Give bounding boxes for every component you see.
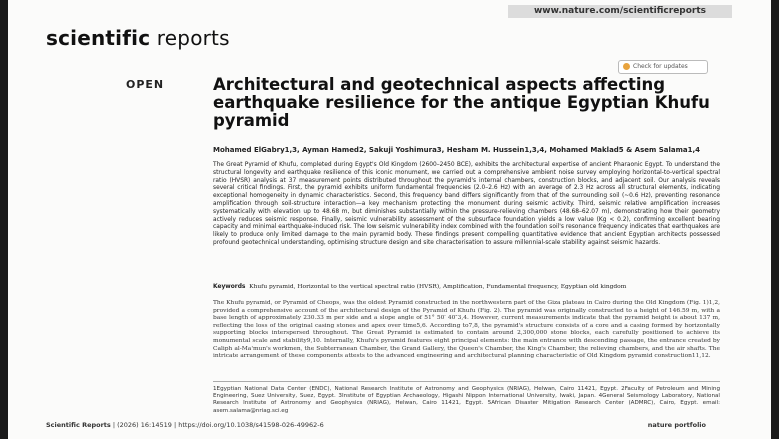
journal-logo[interactable] [46,26,230,50]
keywords [213,283,720,291]
keywords-label: Keywords [213,284,246,290]
open-access-label: OPEN [126,78,165,91]
check-for-updates-button[interactable] [618,60,708,74]
journal-name-rest: reports [150,26,230,50]
publisher-logo: nature portfolio [647,421,706,429]
keywords-text: Khufu pyramid, Horizontal to the vertical spectral ratio (HVSR), Amplification, Fundamental frequency, Egyptian old kingdom [249,284,627,290]
journal-name-bold: scientific [46,26,151,50]
page-footer [46,421,726,429]
affiliations: 1Egyptian National Data Center (ENDC), National Research Institute of Astronomy and Geophysics (NRIAG), Helwan, Cairo 11421, Egypt. 2Faculty of Petroleum and Mining Engineering, Suez University, Suez, Egypt. 3Institute of Egyptian Archaeology, Higashi Nippon International University, Iwaki, Japan. 4General Seismology Laboratory, National Research Institute of Astronomy and Geophysics (NRIAG), Helwan, Cairo 11421, Egypt. 5African Disaster Mitigation Research Center (ADMRC), Cairo, Egypt. email: asem.salama@nriag.sci.eg [213,386,720,414]
footer-citation[interactable]: | (2026) 16:14519 | https://doi.org/10.1038/s41598-026-49962-6 [110,421,324,429]
article-title: Architectural and geotechnical aspects affecting earthquake resilience for the antique Egyptian Khufu pyramid [213,75,710,130]
author-list[interactable]: Mohamed ElGabry1,3, Ayman Hamed2, Sakuji Yoshimura3, Hesham M. Hussein1,3,4, Mohamed Maklad5 & Asem Salama1,4 [213,146,701,154]
abstract: The Great Pyramid of Khufu, completed during Egypt's Old Kingdom (2600–2450 BCE), exhibits the architectural expertise of ancient Pharaonic Egypt. To understand the structural longevity and earthquake resilience of this iconic monument, we carried out a comprehensive ambient noise survey employing horizontal-to-vertical spectral ratio (HVSR) analysis at 37 measurement points distributed throughout the pyramid's internal chambers, construction blocks, and adjacent soil. Our analysis reveals several critical findings. First, the pyramid exhibits uniform fundamental frequencies (2.0–2.6 Hz) with an average of 2.3 Hz across all structural elements, indicating exceptional homogeneity in dynamic characteristics. Second, this frequency band differs significantly from that of the surrounding soil (~0.6 Hz), preventing resonance amplification through soil-structure interaction—a key mechanism protecting the monument during seismic activity. Third, seismic relative amplification increases systematically with elevation up to 48.68 m, but diminishes substantially within the pressure-relieving chambers (48.68–62.07 m), demonstrating how their geometry actively reduces seismic response. Finally, seismic vulnerability assessment of the subsurface foundation yields a low value (Kg < 0.2), confirming excellent bearing capacity and minimal earthquake-induced risk. The low seismic vulnerability index combined with the foundation soil's resonance frequency indicates that earthquakes are likely to produce only limited damage to the main pyramid body. These findings present compelling quantitative evidence that ancient Egyptian architects possessed profound geotechnical understanding, optimising structure design and site characterisation to assure millennial-scale stability against seismic hazards. [213,162,721,246]
update-icon [623,63,630,70]
journal-url-banner[interactable]: www.nature.com/scientificreports [508,5,732,18]
footer-journal: Scientific Reports [46,421,111,429]
check-updates-label: Check for updates [633,63,688,70]
article-page [8,0,771,439]
affiliation-divider [213,381,720,382]
introduction-paragraph: The Khufu pyramid, or Pyramid of Cheops, was the oldest Pyramid constructed in the northwestern part of the Giza plateau in Cairo during the Old Kingdom (Fig. 1)1,2, provided a comprehensive account of the architectural design of the Pyramid of Khufu (Fig. 2). The pyramid was originally constructed to a height of 146.59 m, with a base length of approximately 230.33 m per side and a slope angle of 51° 50′ 40″3,4. However, current measurements indicate that the pyramid height is about 137 m, reflecting the loss of the original casing stones and apex over time5,6. According to7,8, the pyramid's structure consists of a core and a casing formed by horizontally supporting blocks interspersed throughout. The Great Pyramid is estimated to contain around 2,300,000 stone blocks, each carefully positioned to achieve its monumental scale and stability9,10. Internally, Khufu's pyramid features eight principal elements: the main entrance with descending passage, the entrance created by Caliph al-Ma'mun's workmen, the Subterranean Chamber, the Grand Gallery, the Queen's Chamber, the King's Chamber, the relieving chambers, and the air shafts. The intricate arrangement of these components attests to the advanced engineering and architectural planning characteristic of Old Kingdom pyramid construction11,12. [213,300,720,360]
